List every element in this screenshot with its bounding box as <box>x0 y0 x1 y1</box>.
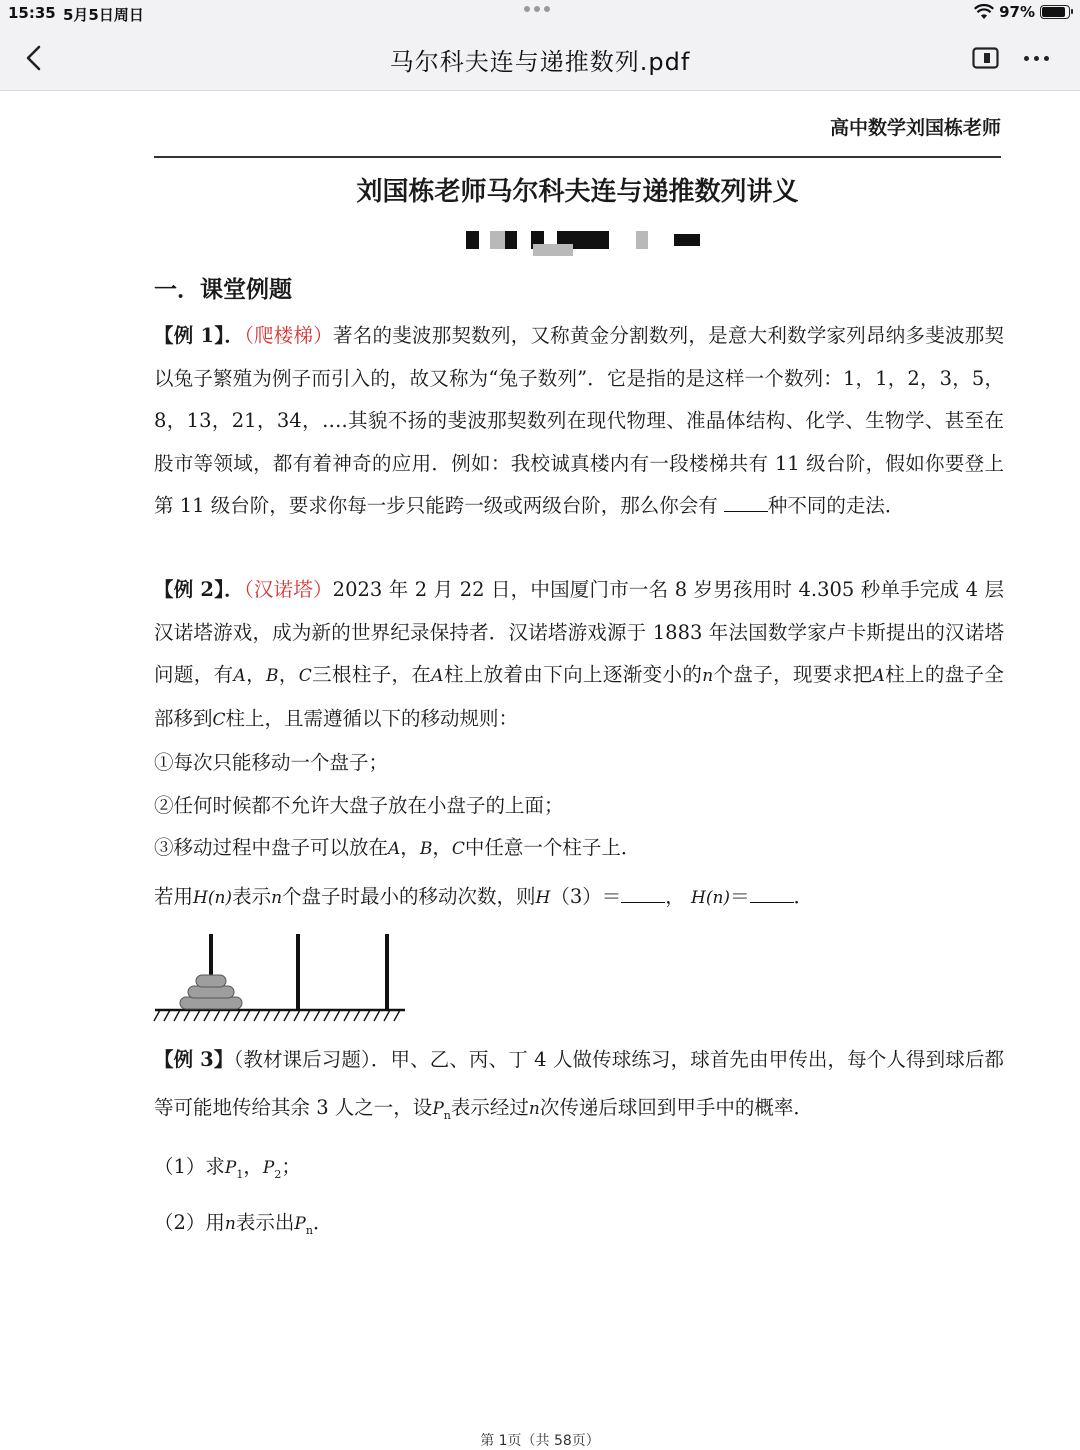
example-2-text: 2023 年 2 月 22 日，中国厦门市一名 8 岁男孩用时 4.305 秒单手完成 4 层汉诺塔游戏，成为新的世界纪录保持者．汉诺塔游戏源于 1883 年法国数学家卢卡斯提出的汉诺塔问题，有 <box>154 578 1004 686</box>
example-3-part-1 <box>154 1151 301 1181</box>
separator: ， <box>243 1155 263 1178</box>
subscript-n: n <box>443 1108 451 1122</box>
battery-percent: 97% <box>999 3 1035 21</box>
example-3-part-2 <box>154 1207 332 1237</box>
example-2-text-b: 三根柱子，在 <box>311 663 432 686</box>
question-text: （3）＝ <box>550 885 622 908</box>
header-author: 高中数学刘国栋老师 <box>829 117 1001 139</box>
answer-blank <box>621 884 665 903</box>
pdf-page[interactable] <box>0 91 1080 1449</box>
var-C: C <box>212 709 226 730</box>
example-2-tag: （汉诺塔） <box>243 578 333 601</box>
var-P: P <box>224 1158 237 1178</box>
var-B: B <box>419 839 433 859</box>
example-2-text-f: 柱上，且需遵循以下的移动规则： <box>225 706 519 730</box>
rule-3-tail: 中任意一个柱子上． <box>464 836 641 859</box>
example-3-tag: （教材课后习题）． <box>233 1048 391 1071</box>
header-divider <box>154 156 1001 158</box>
answer-blank <box>750 884 794 903</box>
example-3-text: 甲、乙、丙、丁 4 人做传球练习，球首先由甲传出，每个人得到球后都等可能地传给其余 3 人之一，设 <box>154 1048 1004 1119</box>
example-1-tail: 种不同的走法． <box>767 494 905 517</box>
var-C: C <box>451 839 465 859</box>
var-A: A <box>431 666 444 686</box>
var-A: A <box>872 666 885 686</box>
status-indicators <box>974 3 1070 21</box>
example-1-tag: （爬楼梯） <box>244 324 334 347</box>
example-1-label: 【例 1】． <box>154 324 245 347</box>
subscript-2: 2 <box>274 1167 282 1181</box>
var-n: n <box>528 1099 540 1119</box>
var-Hn: H(n) <box>193 888 233 908</box>
question-text: 若用 <box>154 885 194 908</box>
example-2-label: 【例 2】． <box>154 578 244 601</box>
more-options-icon[interactable] <box>1024 56 1049 61</box>
example-3 <box>154 1036 1004 1140</box>
battery-icon <box>1040 5 1070 19</box>
var-n: n <box>702 666 714 686</box>
var-H: H <box>535 888 551 908</box>
example-2-text-e: 柱上的盘子全部移到 <box>154 663 1004 730</box>
var-B: B <box>265 666 279 686</box>
multitask-dots-icon[interactable] <box>524 6 550 12</box>
example-2-question <box>154 881 813 909</box>
var-n: n <box>224 1214 236 1234</box>
nav-bar <box>0 26 1080 91</box>
example-1 <box>154 315 1004 528</box>
example-2: 【例 2】．（汉诺塔）2023 年 2 月 22 日，中国厦门市一名 8 岁男孩用时 4.305 秒单手完成 4 层汉诺塔游戏，成为新的世界纪录保持者．汉诺塔游戏源于 1883 年法国数学家卢卡斯提出的汉诺塔问题，有A，B，C三根柱子，在A柱上放着由下向上逐渐变小的n个盘子，现要求把A柱上的盘子全部移到C柱上，且需遵循以下的移动规则： <box>154 578 1004 730</box>
rule-2: ②任何时候都不允许大盘子放在小盘子的上面； <box>154 794 564 817</box>
var-P: P <box>432 1099 444 1119</box>
part-2-text: （2）用 <box>154 1211 225 1234</box>
sidebar-toggle-icon[interactable] <box>972 47 999 69</box>
subscript-1: 1 <box>236 1167 244 1181</box>
part-1-end: ； <box>281 1155 301 1178</box>
status-bar <box>0 0 1080 26</box>
status-date: 5月5日周日 <box>63 6 144 24</box>
part-1-text: （1）求 <box>154 1155 225 1178</box>
example-3-text-c: 次传递后球回到甲手中的概率． <box>539 1096 813 1119</box>
document-title: 马尔科夫连与递推数列.pdf <box>389 48 691 76</box>
hanoi-tower-figure <box>150 928 412 1028</box>
question-text: 个盘子时最小的移动次数，则 <box>282 885 536 908</box>
example-2-text-d: 个盘子，现要求把 <box>713 663 873 686</box>
var-A: A <box>233 666 246 686</box>
wifi-icon <box>974 4 994 20</box>
answer-blank <box>724 493 768 512</box>
page-number: 第 1页（共 58页） <box>480 1433 600 1449</box>
question-end: ． <box>793 885 814 908</box>
var-Hn: H(n) <box>691 888 731 908</box>
status-time: 15:35 <box>8 4 56 22</box>
example-1-text: 著名的斐波那契数列，又称黄金分割数列，是意大利数学家列昂纳多斐波那契以兔子繁殖为例子而引入的，故又称为“兔子数列”．它是指的是这样一个数列：1，1，2，3，5，8，13，21，34，….其貌不扬的斐波那契数列在现代物理、准晶体结构、化学、生物学、甚至在股市等领域，都有着神奇的应用．例如：我校诚真楼内有一段楼梯共有 11 级台阶，假如你要登上第 11 级台阶，要求你每一步只能跨一级或两级台阶，那么你会有 <box>154 324 1004 517</box>
rule-3-text: ③移动过程中盘子可以放在 <box>154 836 389 859</box>
question-text: 表示 <box>232 885 272 908</box>
subscript-n: n <box>305 1223 313 1237</box>
var-n: n <box>271 888 283 908</box>
rule-3: ③移动过程中盘子可以放在A，B，C中任意一个柱子上． <box>154 836 641 859</box>
var-P: P <box>262 1158 275 1178</box>
doc-title: 刘国栋老师马尔科夫连与递推数列讲义 <box>356 177 799 207</box>
var-A: A <box>388 839 401 859</box>
var-C: C <box>298 666 312 686</box>
part-2-end: ． <box>312 1211 333 1234</box>
question-text: ＝ <box>730 885 750 908</box>
example-2-text-c: 柱上放着由下向上逐渐变小的 <box>443 663 703 686</box>
section-heading: 一．课堂例题 <box>154 277 292 303</box>
rule-1: ①每次只能移动一个盘子； <box>154 751 389 774</box>
part-2-text: 表示出 <box>235 1211 295 1234</box>
example-3-text-b: 表示经过 <box>450 1096 529 1119</box>
question-sep: ， <box>665 885 685 908</box>
var-P: P <box>294 1214 306 1234</box>
example-3-label: 【例 3】 <box>154 1048 234 1071</box>
